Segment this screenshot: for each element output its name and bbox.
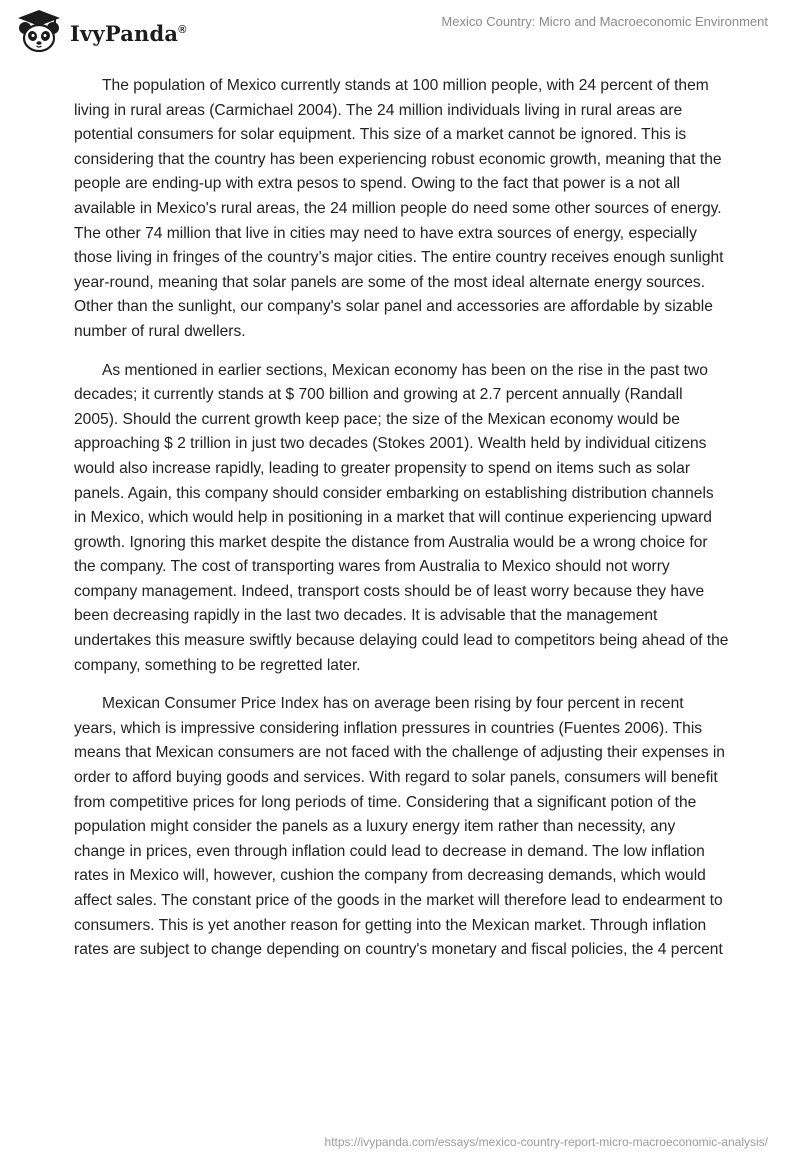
panda-graduate-icon [14,8,64,54]
paragraph-inflation: Mexican Consumer Price Index has on average been rising by four percent in recent years, which is impressive considering inflation pressures in countries (Fuentes 2006). This means that Mexican consumers are not faced with the challenge of adjusting their expenses in order to afford buying goods and services. With regard to solar panels, consumers will benefit from competitive prices for long periods of time. Considering that a significant potion of the population might consider the panels as a luxury energy item rather than necessity, any change in prices, even through inflation could lead to decrease in demand. The low inflation rates in Mexico will, however, cushion the company from decreasing demands, which would affect sales. The constant price of the goods in the market will therefore lead to endearment to consumers. This is yet another reason for getting into the Mexican market. Through inflation rates are subject to change depending on country's monetary and fiscal policies, the 4 percent [74,695,725,959]
paragraph-economy: As mentioned in earlier sections, Mexican economy has been on the rise in the past two decades; it currently stands at $ 700 billion and growing at 2.7 percent annually (Randall 2005). Should the current growth keep pace; the size of the Mexican economy would be approaching $ 2 trillion in just two decades (Stokes 2001). Wealth held by individual citizens would also increase rapidly, leading to greater propensity to spend on items such as solar panels. Again, this company should consider embarking on establishing distribution channels in Mexico, which would help in positioning in a market that will continue experiencing upward growth. Ignoring this market despite the distance from Australia would be a wrong choice for the company. The cost of transporting wares from Australia to Mexico should not worry company management. Indeed, transport costs should be of least worry because they have been decreasing rapidly in the last two decades. It is advisable that the management undertakes this measure swiftly because delaying could lead to competitors being ahead of the company, something to be regretted later. [74,361,729,674]
source-url[interactable]: https://ivypanda.com/essays/mexico-country-report-micro-macroeconomic-analysis/ [324,1135,768,1149]
ivypanda-logo[interactable] [14,8,187,54]
page-header [0,0,800,60]
brand-name: IvyPanda® [70,20,187,46]
registered-mark: ® [178,23,187,36]
essay-body [74,74,730,977]
paragraph-population: The population of Mexico currently stands at 100 million people, with 24 percent of them living in rural areas (Carmichael 2004). The 24 million individuals living in rural areas are potential consumers for solar equipment. This size of a market cannot be ignored. This is considering that the country has been experiencing robust economic growth, meaning that the people are ending-up with extra pesos to spend. Owing to the fact that power is a not all available in Mexico's rural areas, the 24 million people do need some other sources of energy. The other 74 million that live in cities may need to have extra sources of energy, especially those living in fringes of the country’s major cities. The entire country receives enough sunlight year-round, meaning that solar panels are some of the most ideal alternate energy sources. Other than the sunlight, our company's solar panel and accessories are affordable by sizable number of rural dwellers. [74,77,724,340]
document-title: Mexico Country: Micro and Macroeconomic Environment [441,14,768,29]
